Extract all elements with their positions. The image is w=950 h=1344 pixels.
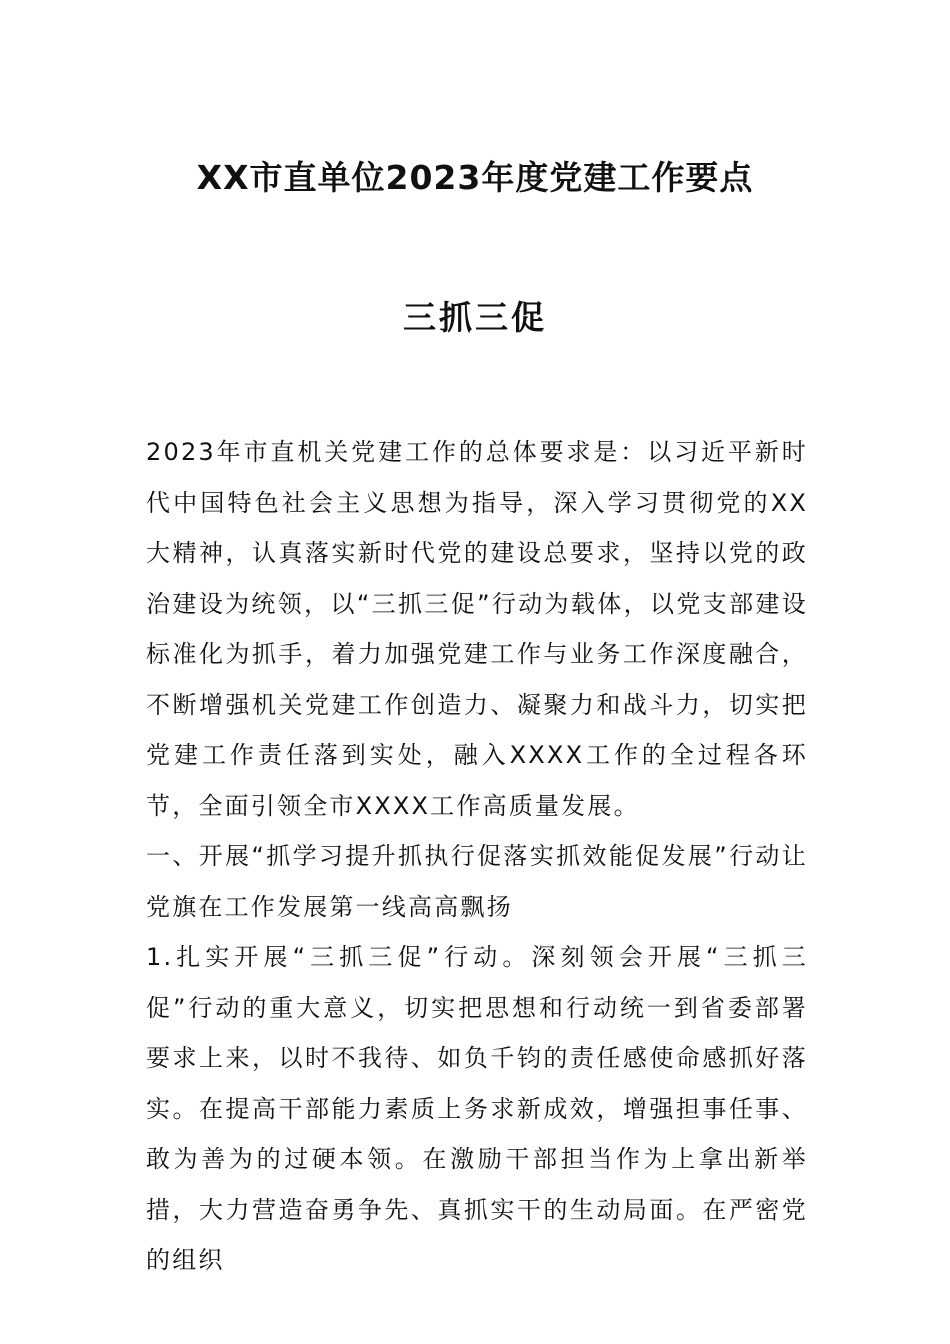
document-subtitle: 三抓三促 [403, 298, 547, 337]
section-heading: 一、开展“抓学习提升抓执行促落实抓效能促发展”行动让党旗在工作发展第一线高高飘扬 [146, 842, 808, 921]
document-title: XX市直单位2023年度党建工作要点 [196, 158, 754, 197]
intro-paragraph: 2023年市直机关党建工作的总体要求是：以习近平新时代中国特色社会主义思想为指导，深入学习贯彻党的XX大精神，认真落实新时代党的建设总要求，坚持以党的政治建设为统领，以“三抓三促”行动为载体，以党支部建设标准化为抓手，着力加强党建工作与业务工作深度融合，不断增强机关党建工作创造力、凝聚力和战斗力，切实把党建工作责任落到实处，融入XXXX工作的全过程各环节，全面引领全市XXXX工作高质量发展。 [146, 438, 808, 820]
document-body [146, 427, 808, 1286]
section-item-paragraph: 1.扎实开展“三抓三促”行动。深刻领会开展“三抓三促”行动的重大意义，切实把思想和行动统一到省委部署要求上来，以时不我待、如负千钧的责任感使命感抓好落实。在提高干部能力素质上务求新成效，增强担事任事、敢为善为的过硬本领。在激励干部担当作为上拿出新举措，大力营造奋勇争先、真抓实干的生动局面。在严密党的组织 [146, 943, 808, 1274]
